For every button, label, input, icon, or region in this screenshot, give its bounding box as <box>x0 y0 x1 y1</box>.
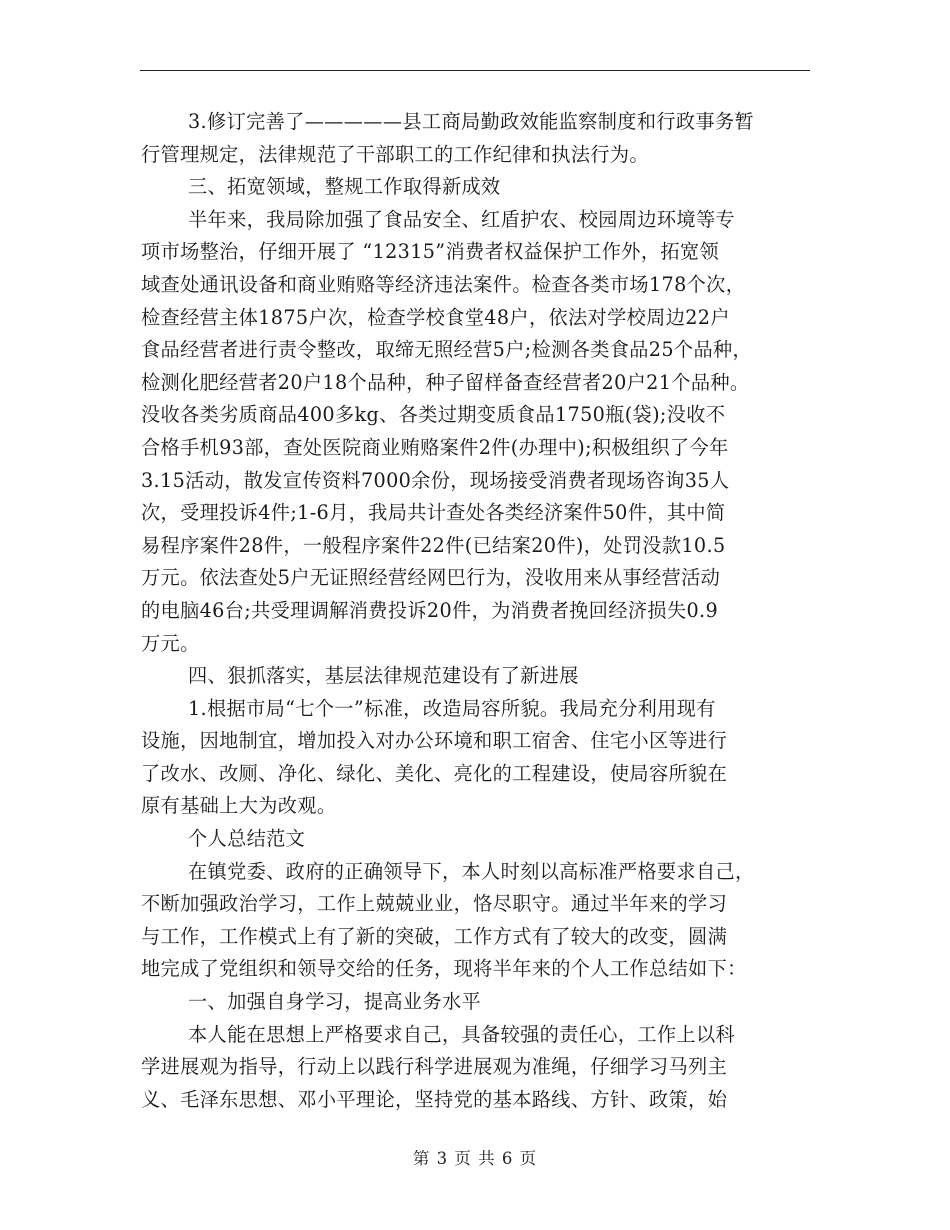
text-line: 没收各类劣质商品400多kg、各类过期变质食品1750瓶(袋);没收不 <box>141 403 726 427</box>
header-rule <box>140 70 810 71</box>
text-line: 行管理规定，法律规范了干部职工的工作纪律和执法行为。 <box>141 142 649 166</box>
text-line: 义、毛泽东思想、邓小平理论，坚持党的基本路线、方针、政策，始 <box>141 1087 728 1111</box>
page-footer: 第 3 页 共 6 页 <box>412 1149 538 1168</box>
text-line: 易程序案件28件，一般程序案件22件(已结案20件)，处罚没款10.5 <box>141 533 726 557</box>
text-line: 三、拓宽领域，整规工作取得新成效 <box>188 175 501 199</box>
text-line: 四、狠抓落实，基层法律规范建设有了新进展 <box>188 664 579 688</box>
text-line: 个人总结范文 <box>188 827 306 851</box>
text-line: 与工作，工作模式上有了新的突破，工作方式有了较大的改变，圆满 <box>141 924 728 948</box>
text-line: 3.15活动，散发宣传资料7000余份，现场接受消费者现场咨询35人 <box>141 468 730 492</box>
text-line: 半年来，我局除加强了食品安全、红盾护农、校园周边环境等专 <box>188 207 736 231</box>
text-line: 不断加强政治学习，工作上兢兢业业，恪尽职守。通过半年来的学习 <box>141 892 728 916</box>
text-line: 万元。依法查处5户无证照经营经网巴行为，没收用来从事经营活动 <box>141 566 721 590</box>
document-body <box>141 106 813 1116</box>
text-line: 1.根据市局“七个一”标准，改造局容所貌。我局充分利用现有 <box>188 696 716 720</box>
text-line: 食品经营者进行责令整改，取缔无照经营5户;检测各类食品25个品种， <box>141 338 753 362</box>
text-line: 的电脑46台;共受理调解消费投诉20件，为消费者挽回经济损失0.9 <box>141 598 719 622</box>
text-line: 3.修订完善了—————县工商局勤政效能监察制度和行政事务暂 <box>188 110 755 133</box>
text-line: 原有基础上大为改观。 <box>141 794 337 818</box>
text-line: 学进展观为指导，行动上以践行科学进展观为准绳，仔细学习马列主 <box>141 1055 728 1079</box>
text-line: 地完成了党组织和领导交给的任务，现将半年来的个人工作总结如下： <box>141 957 747 981</box>
text-line: 检测化肥经营者20户18个品种，种子留样备查经营者20户21个品种。 <box>141 370 750 394</box>
text-line: 合格手机93部，查处医院商业贿赂案件2件(办理中);积极组织了今年 <box>141 435 729 459</box>
text-line: 在镇党委、政府的正确领导下，本人时刻以高标准严格要求自己， <box>188 859 755 883</box>
text-line: 项市场整治，仔细开展了 “12315”消费者权益保护工作外，拓宽领 <box>141 240 719 264</box>
text-line: 本人能在思想上严格要求自己，具备较强的责任心，工作上以科 <box>188 1022 736 1046</box>
text-line: 域查处通讯设备和商业贿赂等经济违法案件。检查各类市场178个次， <box>141 272 746 296</box>
text-line: 了改水、改厕、净化、绿化、美化、亮化的工程建设，使局容所貌在 <box>141 761 728 785</box>
text-line: 次，受理投诉4件;1-6月，我局共计查处各类经济案件50件，其中简 <box>141 501 726 525</box>
text-line: 检查经营主体1875户次，检查学校食堂48户，依法对学校周边22户 <box>141 305 730 329</box>
text-line: 一、加强自身学习，提高业务水平 <box>188 990 482 1014</box>
text-line: 万元。 <box>141 631 200 655</box>
text-line: 设施，因地制宜，增加投入对办公环境和职工宿舍、住宅小区等进行 <box>141 729 728 753</box>
